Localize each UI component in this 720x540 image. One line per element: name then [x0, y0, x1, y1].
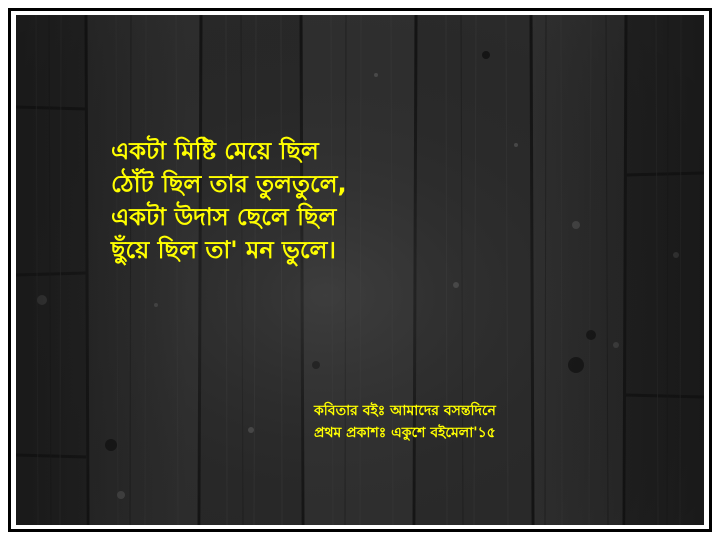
poem-line: একটা মিষ্টি মেয়ে ছিল [111, 137, 319, 165]
publication-credits [314, 400, 496, 444]
poem-stanza [111, 135, 347, 267]
wood-texture-background [16, 15, 704, 525]
poem-line: ঠোঁট ছিল তার তুলতুলে, [111, 170, 347, 198]
poem-line: ছুঁয়ে ছিল তা' মন ভুলে। [111, 236, 336, 264]
book-title-credit: কবিতার বইঃ আমাদের বসন্তদিনে [314, 403, 496, 419]
dark-wood-panel [16, 15, 704, 525]
first-publication-credit: প্রথম প্রকাশঃ একুশে বইমেলা'১৫ [314, 425, 496, 441]
poem-line: একটা উদাস ছেলে ছিল [111, 203, 337, 231]
